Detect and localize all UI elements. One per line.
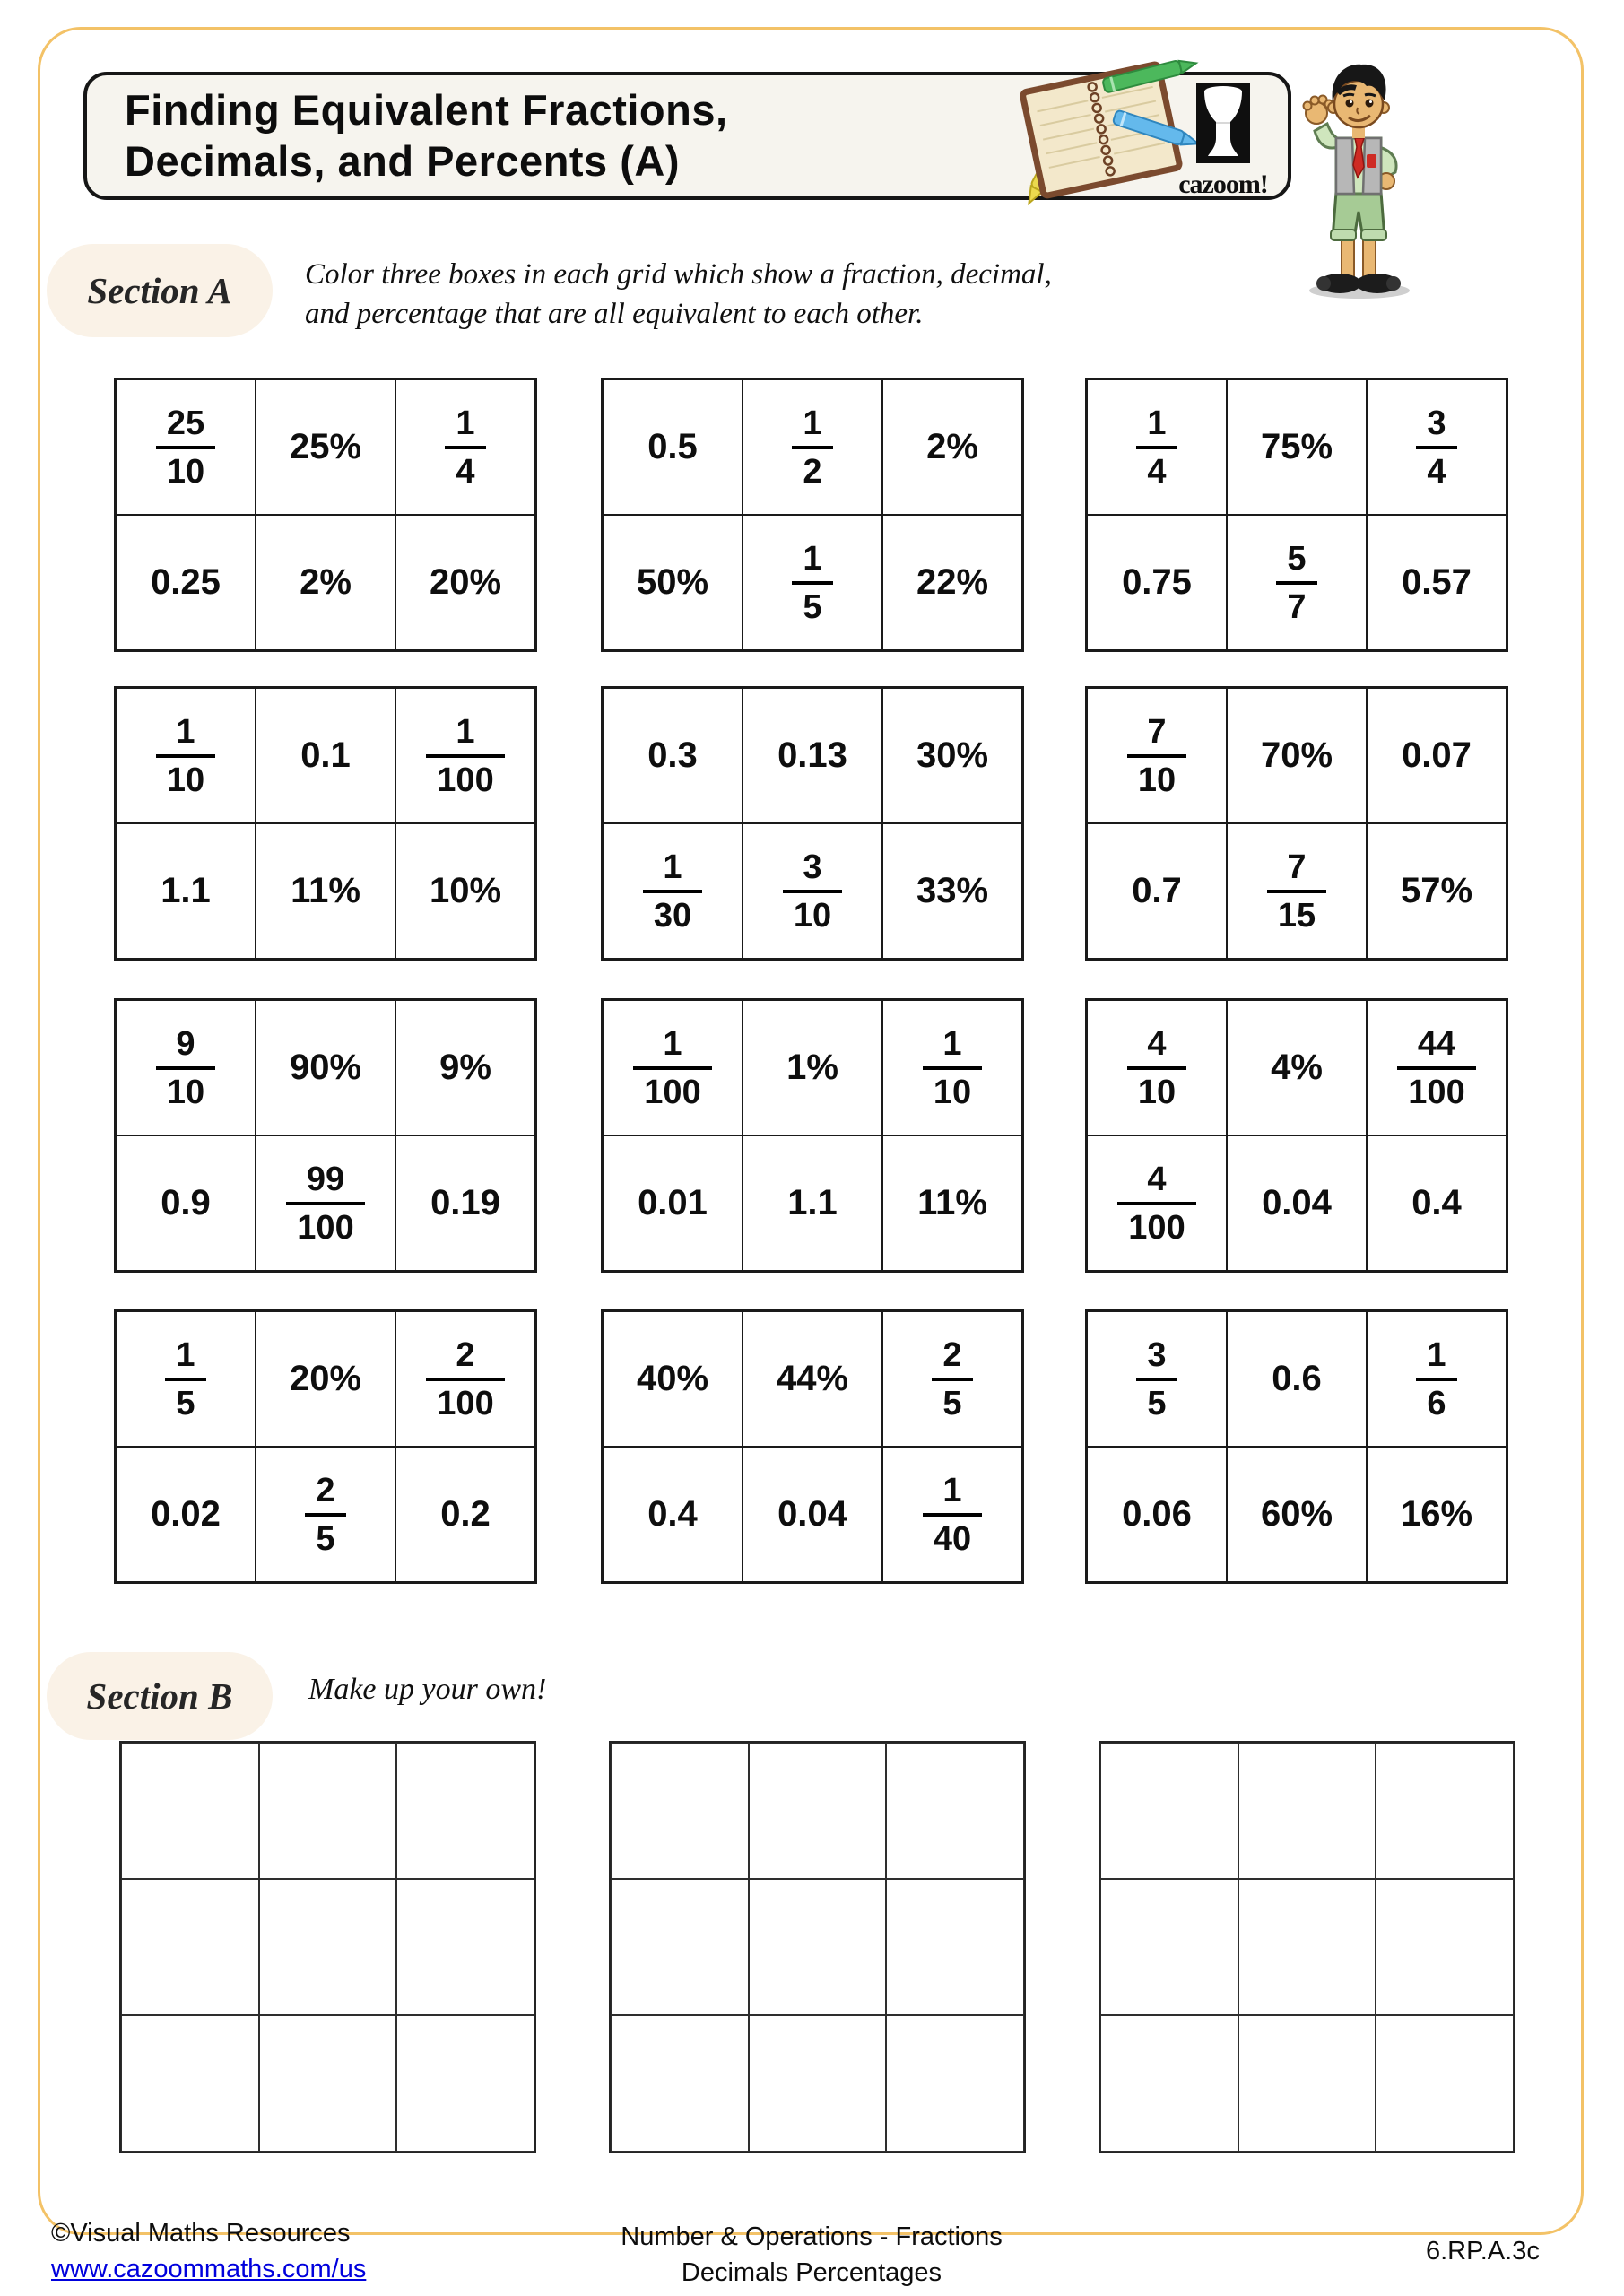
- grid-3-cell-1[interactable]: [1087, 379, 1227, 515]
- equivalence-grid-5: [601, 686, 1024, 961]
- grid-6-cell-1[interactable]: [1087, 688, 1227, 823]
- grid-4-cell-6[interactable]: [395, 823, 535, 959]
- fraction-value: $\frac{1}{40}$: [923, 1474, 982, 1556]
- grid-9-cell-2[interactable]: [1227, 1000, 1367, 1135]
- grid-12-cell-2[interactable]: [1227, 1311, 1367, 1447]
- cell-value: 0.01: [638, 1183, 708, 1222]
- fraction-value: $\frac{1}{5}$: [165, 1338, 205, 1421]
- drum-icon: [1173, 81, 1273, 167]
- cell-value: 0.2: [440, 1494, 491, 1534]
- cell-value: 20%: [429, 562, 502, 602]
- fraction-value: $\frac{5}{7}$: [1276, 542, 1316, 624]
- equivalence-grid-7: [114, 998, 537, 1273]
- cell-value: 0.19: [430, 1183, 500, 1222]
- section-a-instruction-line2: and percentage that are all equivalent to each other.: [305, 298, 924, 330]
- cell-value: 0.75: [1122, 562, 1192, 602]
- grid-3-cell-2[interactable]: [1227, 379, 1367, 515]
- cell-value: 0.4: [1411, 1183, 1462, 1222]
- cell-value: 0.06: [1122, 1494, 1192, 1534]
- grid-11-cell-4[interactable]: [603, 1447, 743, 1582]
- fraction-value: $\frac{1}{100}$: [426, 715, 504, 797]
- cell-value: 0.7: [1132, 871, 1182, 910]
- grid-8-cell-5[interactable]: [743, 1135, 882, 1271]
- blank-grid-3-cell-1[interactable]: [1100, 1743, 1238, 1879]
- section-b-label: Section B: [47, 1652, 273, 1740]
- grid-5-cell-1[interactable]: [603, 688, 743, 823]
- grid-12-cell-6[interactable]: [1367, 1447, 1507, 1582]
- grid-6-cell-4[interactable]: [1087, 823, 1227, 959]
- grid-1-cell-4[interactable]: [116, 515, 256, 650]
- grid-9-cell-3[interactable]: [1367, 1000, 1507, 1135]
- grid-1-cell-2[interactable]: [256, 379, 395, 515]
- equivalence-grid-4: [114, 686, 537, 961]
- cell-value: 9%: [439, 1048, 491, 1087]
- fraction-value: $\frac{2}{100}$: [426, 1338, 504, 1421]
- fraction-value: $\frac{4}{100}$: [1117, 1162, 1195, 1245]
- fraction-value: $\frac{7}{10}$: [1127, 715, 1186, 797]
- blank-grid-3-cell-2[interactable]: [1238, 1743, 1376, 1879]
- blank-grid-2-cell-5[interactable]: [749, 1879, 887, 2015]
- grid-12-cell-4[interactable]: [1087, 1447, 1227, 1582]
- grid-11-cell-6[interactable]: [882, 1447, 1022, 1582]
- equivalence-grid-6: [1085, 686, 1508, 961]
- grid-8-cell-1[interactable]: [603, 1000, 743, 1135]
- grid-9-cell-5[interactable]: [1227, 1135, 1367, 1271]
- grid-10-cell-2[interactable]: [256, 1311, 395, 1447]
- cell-value: 1%: [786, 1048, 838, 1087]
- fraction-value: $\frac{3}{10}$: [783, 850, 842, 933]
- blank-grid-2-cell-2[interactable]: [749, 1743, 887, 1879]
- fraction-value: $\frac{7}{15}$: [1267, 850, 1326, 933]
- equivalence-grid-9: [1085, 998, 1508, 1273]
- grid-10-cell-6[interactable]: [395, 1447, 535, 1582]
- footer-left: [51, 2219, 366, 2284]
- blank-grid-1-cell-5[interactable]: [259, 1879, 397, 2015]
- grid-10-cell-5[interactable]: [256, 1447, 395, 1582]
- cell-value: 4%: [1271, 1048, 1323, 1087]
- fraction-value: $\frac{1}{5}$: [792, 542, 832, 624]
- section-a-instruction-line1: Color three boxes in each grid which show a fraction, decimal,: [305, 258, 1052, 291]
- cell-value: 0.13: [777, 735, 847, 775]
- fraction-value: $\frac{1}{10}$: [923, 1027, 982, 1109]
- cell-value: 0.07: [1402, 735, 1472, 775]
- fraction-value: $\frac{1}{30}$: [643, 850, 702, 933]
- blank-grid-1-cell-3[interactable]: [396, 1743, 534, 1879]
- footer-topic-line1: Number & Operations - Fractions: [621, 2222, 1003, 2251]
- blank-grid-2: [609, 1741, 1026, 2153]
- grid-4-cell-5[interactable]: [256, 823, 395, 959]
- cell-value: 57%: [1400, 871, 1473, 910]
- equivalence-grid-8: [601, 998, 1024, 1273]
- cell-value: 33%: [916, 871, 989, 910]
- grid-1-cell-1[interactable]: [116, 379, 256, 515]
- cell-value: 0.25: [151, 562, 221, 602]
- grid-12-cell-1[interactable]: [1087, 1311, 1227, 1447]
- standard-code: 6.RP.A.3c: [1426, 2237, 1540, 2266]
- grid-8-cell-3[interactable]: [882, 1000, 1022, 1135]
- grid-5-cell-5[interactable]: [743, 823, 882, 959]
- grid-2-cell-1[interactable]: [603, 379, 743, 515]
- section-a-instructions: [305, 255, 1052, 334]
- grid-7-cell-1[interactable]: [116, 1000, 256, 1135]
- footer-topic-line2: Decimals Percentages: [681, 2258, 942, 2287]
- cell-value: 70%: [1260, 735, 1333, 775]
- cell-value: 0.4: [647, 1494, 698, 1534]
- grid-6-cell-3[interactable]: [1367, 688, 1507, 823]
- cell-value: 60%: [1260, 1494, 1333, 1534]
- blank-grid-3-cell-9[interactable]: [1376, 2015, 1514, 2152]
- grid-2-cell-2[interactable]: [743, 379, 882, 515]
- equivalence-grid-1: [114, 378, 537, 652]
- blank-grid-3-cell-8[interactable]: [1238, 2015, 1376, 2152]
- cazoom-logo: [1173, 81, 1273, 197]
- blank-grid-1-cell-9[interactable]: [396, 2015, 534, 2152]
- blank-grid-2-cell-8[interactable]: [749, 2015, 887, 2152]
- grid-3-cell-5[interactable]: [1227, 515, 1367, 650]
- blank-grid-2-cell-1[interactable]: [611, 1743, 749, 1879]
- fraction-value: $\frac{9}{10}$: [156, 1027, 215, 1109]
- blank-grid-3-cell-4[interactable]: [1100, 1879, 1238, 2015]
- blank-grid-1-cell-2[interactable]: [259, 1743, 397, 1879]
- grid-7-cell-3[interactable]: [395, 1000, 535, 1135]
- grid-11-cell-2[interactable]: [743, 1311, 882, 1447]
- grid-12-cell-3[interactable]: [1367, 1311, 1507, 1447]
- grid-10-cell-1[interactable]: [116, 1311, 256, 1447]
- grid-9-cell-4[interactable]: [1087, 1135, 1227, 1271]
- equivalence-grid-10: [114, 1309, 537, 1584]
- grid-6-cell-5[interactable]: [1227, 823, 1367, 959]
- grid-10-cell-4[interactable]: [116, 1447, 256, 1582]
- page-title-line2: Decimals, and Percents (A): [125, 137, 680, 186]
- blank-grid-3-cell-6[interactable]: [1376, 1879, 1514, 2015]
- page-title-line1: Finding Equivalent Fractions,: [125, 86, 728, 134]
- grid-7-cell-2[interactable]: [256, 1000, 395, 1135]
- cell-value: 0.9: [161, 1183, 211, 1222]
- blank-grid-3: [1099, 1741, 1515, 2153]
- fraction-value: $\frac{1}{4}$: [1136, 406, 1177, 489]
- blank-grid-1-cell-6[interactable]: [396, 1879, 534, 2015]
- cell-value: 2%: [300, 562, 352, 602]
- cell-value: 0.02: [151, 1494, 221, 1534]
- grid-11-cell-3[interactable]: [882, 1311, 1022, 1447]
- cell-value: 75%: [1260, 427, 1333, 466]
- cell-value: 10%: [429, 871, 502, 910]
- grid-5-cell-6[interactable]: [882, 823, 1022, 959]
- cell-value: 30%: [916, 735, 989, 775]
- blank-grid-3-cell-3[interactable]: [1376, 1743, 1514, 1879]
- page-title: [125, 84, 728, 187]
- grid-4-cell-1[interactable]: [116, 688, 256, 823]
- cell-value: 1.1: [161, 871, 211, 910]
- equivalence-grid-12: [1085, 1309, 1508, 1584]
- fraction-value: $\frac{3}{5}$: [1136, 1338, 1177, 1421]
- grid-5-cell-3[interactable]: [882, 688, 1022, 823]
- fraction-value: $\frac{99}{100}$: [286, 1162, 364, 1245]
- cell-value: 40%: [636, 1359, 709, 1398]
- fraction-value: $\frac{3}{4}$: [1416, 406, 1456, 489]
- cell-value: 16%: [1400, 1494, 1473, 1534]
- cell-value: 2%: [926, 427, 978, 466]
- grid-11-cell-5[interactable]: [743, 1447, 882, 1582]
- cell-value: 0.1: [300, 735, 351, 775]
- blank-grid-1: [119, 1741, 536, 2153]
- section-b-instruction: Make up your own!: [308, 1673, 547, 1706]
- fraction-value: $\frac{44}{100}$: [1397, 1027, 1475, 1109]
- blank-grid-1-cell-4[interactable]: [121, 1879, 259, 2015]
- footer-topic: [408, 2219, 1215, 2291]
- cell-value: 50%: [636, 562, 709, 602]
- fraction-value: $\frac{2}{5}$: [932, 1338, 972, 1421]
- logo-text: cazoom!: [1178, 170, 1268, 199]
- grid-7-cell-6[interactable]: [395, 1135, 535, 1271]
- grid-9-cell-1[interactable]: [1087, 1000, 1227, 1135]
- blank-grid-1-cell-1[interactable]: [121, 1743, 259, 1879]
- grid-7-cell-5[interactable]: [256, 1135, 395, 1271]
- grid-3-cell-6[interactable]: [1367, 515, 1507, 650]
- equivalence-grid-3: [1085, 378, 1508, 652]
- grid-1-cell-5[interactable]: [256, 515, 395, 650]
- cell-value: 0.6: [1272, 1359, 1322, 1398]
- cell-value: 0.3: [647, 735, 698, 775]
- fraction-value: $\frac{1}{2}$: [792, 406, 832, 489]
- grid-7-cell-4[interactable]: [116, 1135, 256, 1271]
- grid-10-cell-3[interactable]: [395, 1311, 535, 1447]
- cell-value: 22%: [916, 562, 989, 602]
- blank-grid-1-cell-7[interactable]: [121, 2015, 259, 2152]
- cazoom-link[interactable]: www.cazoommaths.com/us: [51, 2255, 367, 2283]
- cell-value: 1.1: [787, 1183, 838, 1222]
- blank-grid-1-cell-8[interactable]: [259, 2015, 397, 2152]
- cell-value: 11%: [917, 1183, 987, 1222]
- blank-grid-2-cell-3[interactable]: [886, 1743, 1024, 1879]
- grid-6-cell-6[interactable]: [1367, 823, 1507, 959]
- equivalence-grid-11: [601, 1309, 1024, 1584]
- fraction-value: $\frac{2}{5}$: [305, 1474, 345, 1556]
- grid-9-cell-6[interactable]: [1367, 1135, 1507, 1271]
- cell-value: 44%: [776, 1359, 849, 1398]
- fraction-value: $\frac{1}{4}$: [445, 406, 485, 489]
- cell-value: 0.04: [777, 1494, 847, 1534]
- fraction-value: $\frac{1}{10}$: [156, 715, 215, 797]
- section-a-label: Section A: [47, 244, 273, 337]
- grid-5-cell-2[interactable]: [743, 688, 882, 823]
- grid-4-cell-3[interactable]: [395, 688, 535, 823]
- grid-3-cell-3[interactable]: [1367, 379, 1507, 515]
- equivalence-grid-2: [601, 378, 1024, 652]
- cell-value: 90%: [289, 1048, 362, 1087]
- grid-4-cell-4[interactable]: [116, 823, 256, 959]
- fraction-value: $\frac{1}{100}$: [633, 1027, 711, 1109]
- cell-value: 0.5: [647, 427, 698, 466]
- cell-value: 25%: [289, 427, 362, 466]
- grid-6-cell-2[interactable]: [1227, 688, 1367, 823]
- blank-grid-2-cell-9[interactable]: [886, 2015, 1024, 2152]
- grid-2-cell-3[interactable]: [882, 379, 1022, 515]
- grid-3-cell-4[interactable]: [1087, 515, 1227, 650]
- copyright-text: ©Visual Maths Resources: [51, 2219, 351, 2248]
- grid-4-cell-2[interactable]: [256, 688, 395, 823]
- grid-11-cell-1[interactable]: [603, 1311, 743, 1447]
- blank-grid-2-cell-6[interactable]: [886, 1879, 1024, 2015]
- blank-grid-2-cell-4[interactable]: [611, 1879, 749, 2015]
- blank-grid-3-cell-7[interactable]: [1100, 2015, 1238, 2152]
- cell-value: 20%: [289, 1359, 362, 1398]
- fraction-value: $\frac{25}{10}$: [156, 406, 215, 489]
- cell-value: 0.57: [1402, 562, 1472, 602]
- blank-grid-3-cell-5[interactable]: [1238, 1879, 1376, 2015]
- grid-2-cell-6[interactable]: [882, 515, 1022, 650]
- grid-8-cell-6[interactable]: [882, 1135, 1022, 1271]
- grid-2-cell-5[interactable]: [743, 515, 882, 650]
- blank-grid-2-cell-7[interactable]: [611, 2015, 749, 2152]
- grid-8-cell-4[interactable]: [603, 1135, 743, 1271]
- fraction-value: $\frac{1}{6}$: [1416, 1338, 1456, 1421]
- grid-5-cell-4[interactable]: [603, 823, 743, 959]
- fraction-value: $\frac{4}{10}$: [1127, 1027, 1186, 1109]
- cell-value: 11%: [291, 871, 360, 910]
- grid-8-cell-2[interactable]: [743, 1000, 882, 1135]
- grid-1-cell-3[interactable]: [395, 379, 535, 515]
- grid-1-cell-6[interactable]: [395, 515, 535, 650]
- waving-boy-character: [1284, 57, 1429, 301]
- grid-2-cell-4[interactable]: [603, 515, 743, 650]
- grid-12-cell-5[interactable]: [1227, 1447, 1367, 1582]
- cell-value: 0.04: [1262, 1183, 1332, 1222]
